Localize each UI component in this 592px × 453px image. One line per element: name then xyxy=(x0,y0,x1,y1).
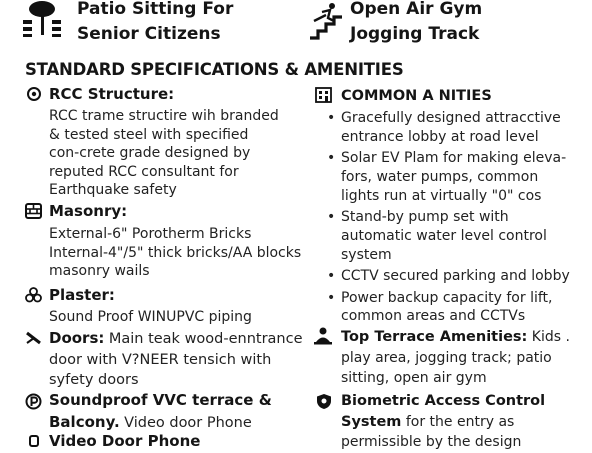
soundproof-p-icon xyxy=(25,393,42,410)
plaster-title: Plaster: xyxy=(49,286,115,304)
person-terrace-icon xyxy=(313,327,333,345)
soundproof-title: Soundproof VVC terrace & Balcony. xyxy=(49,391,272,431)
plaster-body: Sound Proof WINUPVC piping xyxy=(49,309,252,325)
common-amenities-title: COMMON A NITIES xyxy=(341,88,492,104)
list-item: • Gracefully designed attracctive entrance lobby at road level xyxy=(327,109,575,147)
doors-title: Doors: xyxy=(49,329,105,347)
rcc-body: RCC trame structire wih branded & tested steel with specified con-crete grade designed by reputed RCC consultant for Earthquake safety xyxy=(49,108,279,199)
brick-icon xyxy=(25,203,42,219)
patio-seating-icon xyxy=(20,0,64,40)
patio-sitting-title: Patio Sitting For Senior Citizens xyxy=(77,0,234,44)
video-phone-icon xyxy=(27,435,41,447)
section-title: STANDARD SPECIFICATIONS & AMENITIES xyxy=(25,60,404,79)
biometric-title: Biometric Access Control System xyxy=(341,393,546,430)
list-item: • Solar EV Plam for making eleva-fors, water pumps, common lights run at virtually "0" cos xyxy=(327,149,575,205)
plaster-leaf-icon xyxy=(25,287,42,304)
soundproof-body: Video door Phone xyxy=(124,414,252,431)
building-icon xyxy=(315,87,332,103)
rcc-ring-icon xyxy=(26,86,42,102)
doors-paragraph xyxy=(49,328,304,391)
masonry-body: External-6" Porotherm Bricks Internal-4"/5" thick bricks/AA blocks masonry wails xyxy=(49,226,302,280)
open-air-gym-title: Open Air Gym Jogging Track xyxy=(350,0,483,44)
rcc-title: RCC Structure: xyxy=(49,85,175,103)
list-item: • CCTV secured parking and lobby xyxy=(327,267,575,286)
list-item: • Stand-by pump set with automatic water level control system xyxy=(327,208,575,264)
biometric-body: for the entry as permissible by the design xyxy=(341,413,522,450)
video-door-phone-title: Video Door Phone xyxy=(49,432,201,450)
common-amenities-list xyxy=(327,109,575,329)
doors-body: Main teak wood-enntrance door with V?NEER tensich with syfety doors xyxy=(49,331,303,388)
terrace-paragraph xyxy=(341,327,585,389)
biometric-paragraph xyxy=(341,391,581,453)
door-icon xyxy=(25,330,42,346)
running-stairs-icon xyxy=(308,1,344,41)
soundproof-paragraph xyxy=(49,390,294,433)
terrace-body: Kids . play area, jogging track; patio sitting, open air gym xyxy=(341,329,570,386)
terrace-title: Top Terrace Amenities: xyxy=(341,329,528,345)
shield-icon xyxy=(316,393,332,410)
masonry-title: Masonry: xyxy=(49,202,128,220)
list-item: • Power backup capacity for lift, common areas and CCTVs xyxy=(327,289,575,327)
